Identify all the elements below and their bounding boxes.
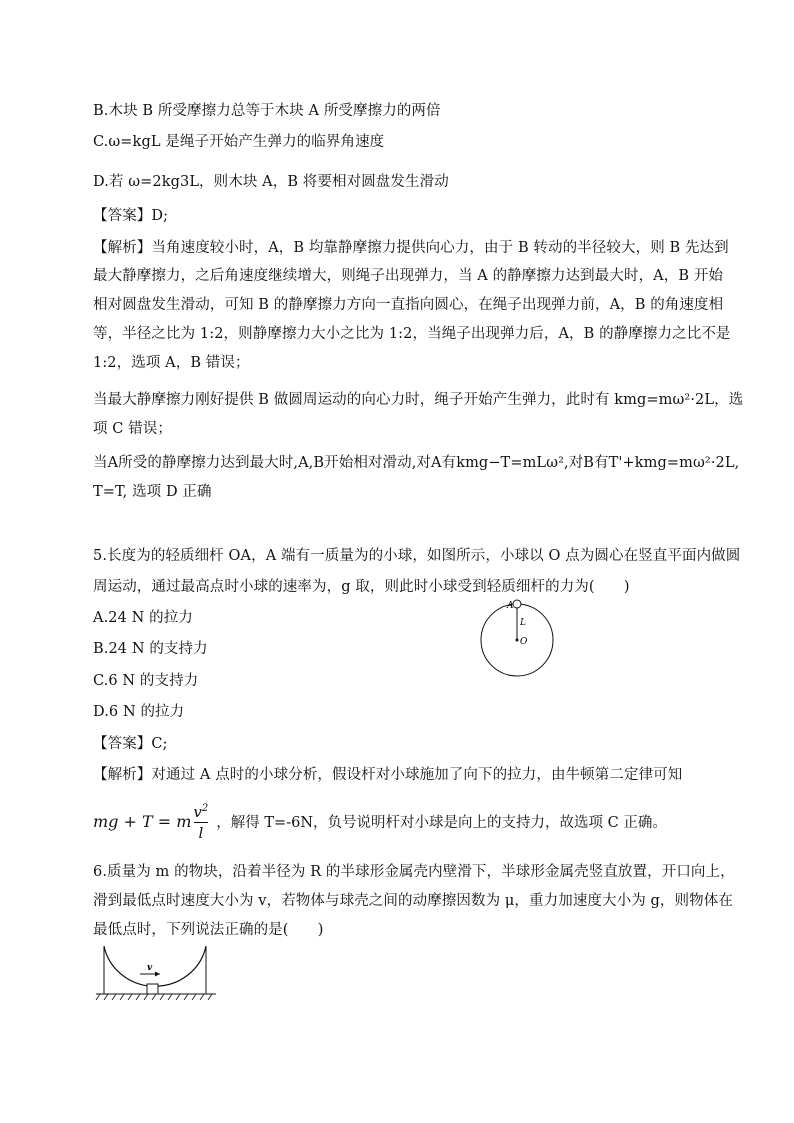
analysis-4-line-7: 项 C 错误； <box>93 421 173 437</box>
option-5-c: C.6 N 的支持力 <box>93 673 199 689</box>
center-point-o <box>516 639 519 642</box>
question-5-line-2: 周运动，通过最高点时小球的速率为，g 取，则此时小球受到轻质细杆的力为( ) <box>93 579 630 595</box>
circle-rod-figure <box>478 596 558 678</box>
analysis-4-line-5: 1:2，选项 A，B 错误； <box>93 355 250 371</box>
equation-lhs: mg + T = m <box>93 811 192 831</box>
label-l: L <box>520 618 526 628</box>
question-5-line-1: 5.长度为的轻质细杆 OA，A 端有一质量为的小球，如图所示，小球以 O 点为圆心在竖直平面内做圆 <box>93 548 741 564</box>
question-6-line-1: 6.质量为 m 的物块，沿着半径为 R 的半球形金属壳内壁滑下，半球形金属壳竖直放置，开口向上， <box>93 864 735 880</box>
analysis-4-line-9: T=T, 选项 D 正确 <box>93 484 212 500</box>
numerator-exponent: 2 <box>201 803 209 814</box>
analysis-5-line-1: 【解析】对通过 A 点时的小球分析，假设杆对小球施加了向下的拉力，由牛顿第二定律可知 <box>93 767 683 783</box>
option-5-d: D.6 N 的拉力 <box>93 704 185 720</box>
option-5-b: B.24 N 的支持力 <box>93 641 208 657</box>
option-b: B.木块 B 所受摩擦力总等于木块 A 所受摩擦力的两倍 <box>93 103 441 119</box>
analysis-4-line-6: 当最大静摩擦力刚好提供 B 做圆周运动的向心力时，绳子开始产生弹力，此时有 kmg=mω²·2L，选 <box>93 392 744 408</box>
analysis-4-line-8: 当A所受的静摩擦力达到最大时,A,B开始相对滑动,对A有kmg−T=mLω²,对B有T'+kmg=mω²·2L, <box>93 455 740 471</box>
fraction-bar <box>194 822 208 823</box>
ground-hatching <box>96 994 212 1000</box>
option-5-a: A.24 N 的拉力 <box>93 610 193 626</box>
shell-arc <box>104 946 206 986</box>
label-a: A <box>507 601 514 611</box>
velocity-arrowhead <box>155 972 160 977</box>
ball-a <box>513 600 521 608</box>
numerator-v: v <box>193 803 202 821</box>
analysis-4-line-4: 等，半径之比为 1:2，则静摩擦力大小之比为 1:2，当绳子出现弹力后，A，B 的静摩擦力之比不是 <box>93 326 731 342</box>
question-6-line-2: 滑到最低点时速度大小为 v，若物体与球壳之间的动摩擦因数为 μ，重力加速度大小为 g，则物体在 <box>93 893 733 909</box>
analysis-4-line-1: 【解析】当角速度较小时，A，B 均靠静摩擦力提供向心力，由于 B 转动的半径较大，则 B 先达到 <box>93 240 729 256</box>
fraction <box>193 800 208 842</box>
newton-equation <box>93 800 667 842</box>
question-6-line-3: 最低点时，下列说法正确的是( ) <box>93 922 324 938</box>
option-d: D.若 ω=2kg3L，则木块 A，B 将要相对圆盘发生滑动 <box>93 174 449 190</box>
analysis-5-conclusion: ，解得 T=-6N，负号说明杆对小球是向上的支持力，故选项 C 正确。 <box>216 814 667 831</box>
label-v: v <box>147 963 153 973</box>
analysis-4-line-3: 相对圆盘发生滑动，可知 B 的静摩擦力方向一直指向圆心，在绳子出现弹力前，A，B 的角速度相 <box>93 297 724 313</box>
answer-4: 【答案】D; <box>93 208 169 224</box>
analysis-4-line-2: 最大静摩擦力，之后角速度继续增大，则绳子出现弹力，当 A 的静摩擦力达到最大时，A，B 开始 <box>93 268 724 284</box>
fraction-denominator: l <box>198 824 204 842</box>
answer-5: 【答案】C; <box>93 736 168 752</box>
label-o: O <box>520 637 528 647</box>
hemisphere-shell-figure <box>94 944 218 1004</box>
fraction-numerator <box>193 800 208 821</box>
analysis-5-formula <box>93 800 667 846</box>
block <box>147 984 158 994</box>
option-c: C.ω=kgL 是绳子开始产生弹力的临界角速度 <box>93 134 385 150</box>
